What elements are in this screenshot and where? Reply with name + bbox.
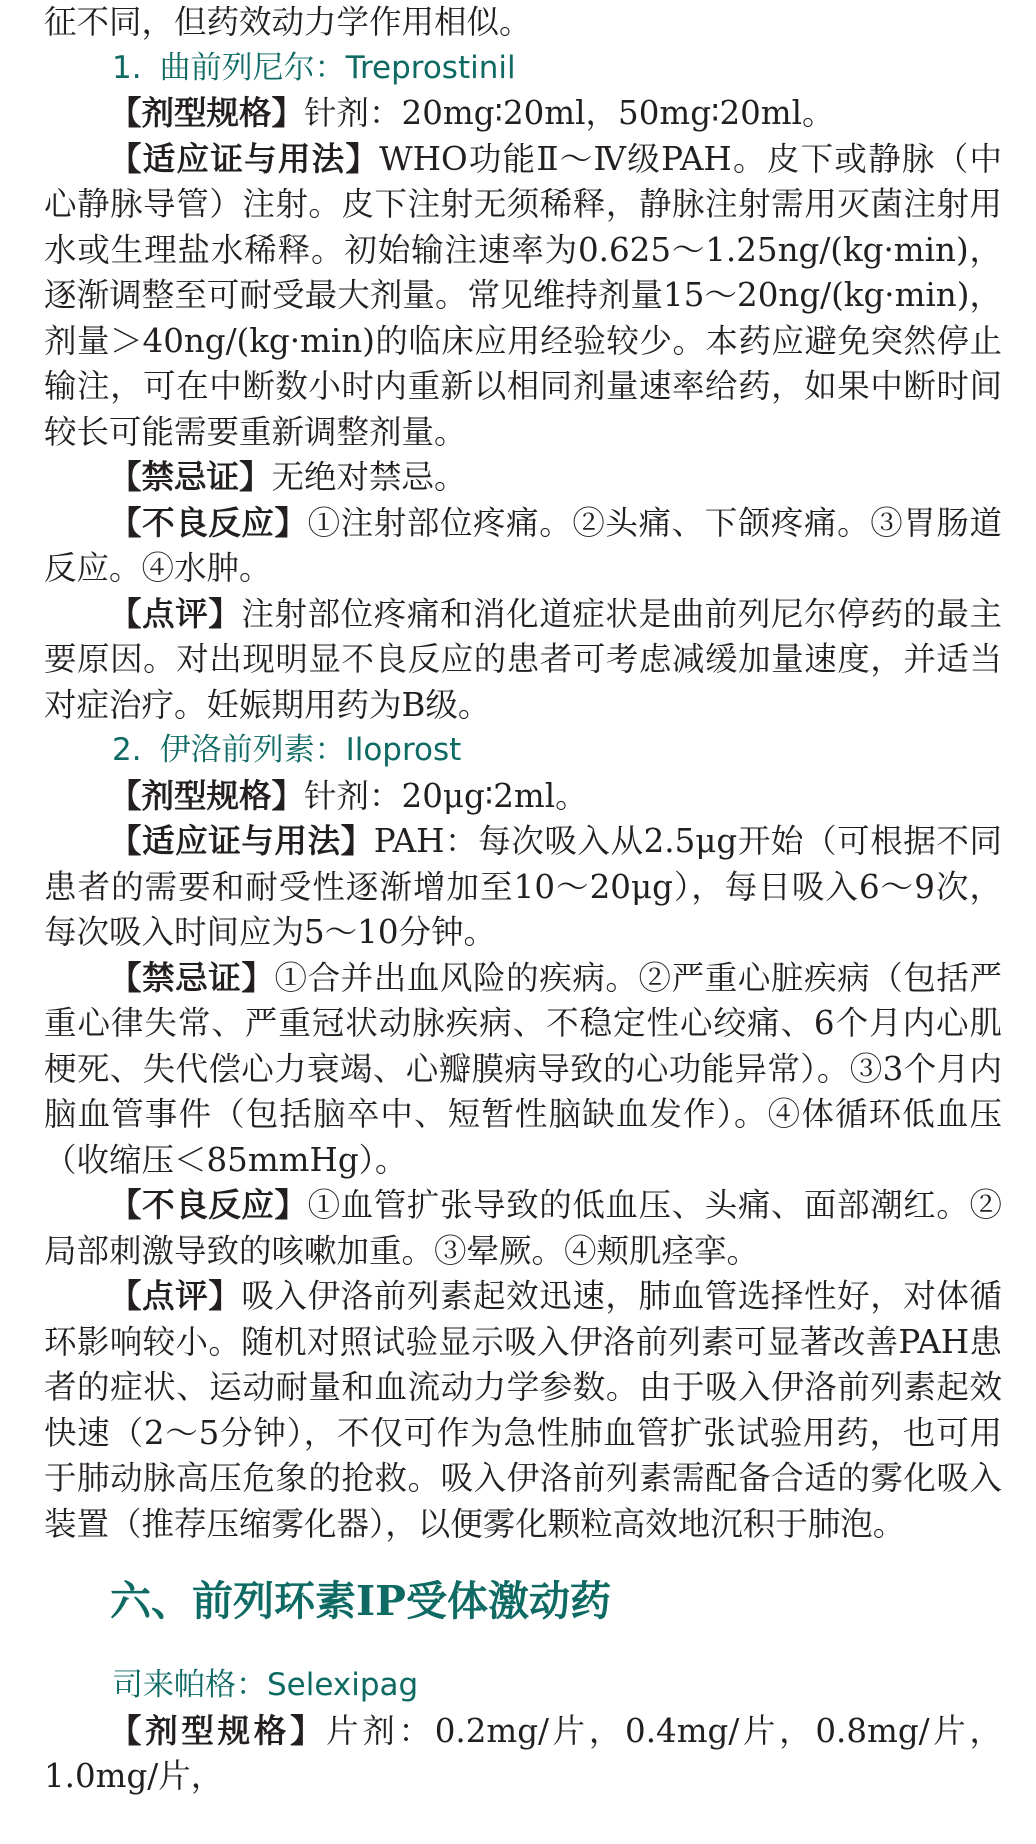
adverse-reactions-text: ①注射部位疼痛。②头痛、下颌疼痛。③胃肠道反应。④水肿。 bbox=[44, 503, 1002, 587]
comment-label: 【点评】 bbox=[109, 594, 242, 633]
adverse-reactions-paragraph bbox=[44, 501, 1002, 592]
indications-paragraph bbox=[44, 819, 1002, 956]
contraindications-text: ①合并出血风险的疾病。②严重心脏疾病（包括严重心律失常、严重冠状动脉疾病、不稳定性心绞痛、6个月内心肌梗死、失代偿心力衰竭、心瓣膜病导致的心功能异常）。③3个月内脑血管事件（包括脑卒中、短暂性脑缺血发作）。④体循环低血压（收缩压＜85mmHg）。 bbox=[44, 958, 1002, 1179]
comment-text: 吸入伊洛前列素起效迅速，肺血管选择性好，对体循环影响较小。随机对照试验显示吸入伊洛前列素可显著改善PAH患者的症状、运动耐量和血流动力学参数。由于吸入伊洛前列素起效快速（2～5分钟），不仅可作为急性肺血管扩张试验用药，也可用于肺动脉高压危象的抢救。吸入伊洛前列素需配备合适的雾化吸入装置（推荐压缩雾化器），以便雾化颗粒高效地沉积于肺泡。 bbox=[44, 1277, 1002, 1543]
drug-name: 伊洛前列素：Iloprost bbox=[159, 732, 462, 768]
page-content bbox=[44, 0, 1002, 1800]
adverse-reactions-paragraph bbox=[44, 1183, 1002, 1274]
drug-name: 曲前列尼尔：Treprostinil bbox=[159, 49, 516, 86]
formulation-label: 【剂型规格】 bbox=[109, 94, 305, 132]
formulation-text: 针剂：20mg∶20ml，50mg∶20ml。 bbox=[304, 94, 835, 132]
drug-name: 司来帕格：Selexipag bbox=[112, 1667, 419, 1703]
formulation-paragraph bbox=[44, 1709, 1002, 1800]
formulation-label: 【剂型规格】 bbox=[109, 1711, 327, 1750]
drug-heading-treprostinil bbox=[44, 46, 1002, 92]
comment-label: 【点评】 bbox=[109, 1277, 242, 1315]
indications-text: PAH：每次吸入从2.5μg开始（可根据不同患者的需要和耐受性逐渐增加至10～20μg），每日吸入6～9次，每次吸入时间应为5～10分钟。 bbox=[44, 822, 1002, 951]
indications-label: 【适应证与用法】 bbox=[109, 822, 374, 860]
comment-text: 注射部位疼痛和消化道症状是曲前列尼尔停药的最主要原因。对出现明显不良反应的患者可考虑减缓加量速度，并适当对症治疗。妊娠期用药为B级。 bbox=[44, 594, 1002, 724]
contraindications-paragraph bbox=[44, 455, 1002, 501]
adverse-reactions-label: 【不良反应】 bbox=[109, 503, 308, 542]
drug-heading-selexipag bbox=[44, 1663, 1002, 1709]
contraindications-label: 【禁忌证】 bbox=[109, 458, 272, 496]
indications-text: WHO功能Ⅱ～Ⅳ级PAH。皮下或静脉（中心静脉导管）注射。皮下注射无须稀释，静脉注射需用灭菌注射用水或生理盐水稀释。初始输注速率为0.625～1.25ng/(kg·min)，逐渐调整至可耐受最大剂量。常见维持剂量15～20ng/(kg·min)，剂量＞40ng/(kg·min)的临床应用经验较少。本药应避免突然停止输注，可在中断数小时内重新以相同剂量速率给药，如果中断时间较长可能需要重新调整剂量。 bbox=[44, 139, 1002, 451]
contraindications-label: 【禁忌证】 bbox=[109, 958, 275, 997]
formulation-text: 片剂：0.2mg/片，0.4mg/片，0.8mg/片，1.0mg/片， bbox=[44, 1711, 1002, 1795]
section-title: 六、前列环素IP受体激动药 bbox=[110, 1577, 612, 1625]
formulation-text: 针剂：20μg∶2ml。 bbox=[304, 776, 588, 815]
contraindications-paragraph bbox=[44, 956, 1002, 1184]
indications-paragraph bbox=[44, 137, 1002, 456]
adverse-reactions-text: ①血管扩张导致的低血压、头痛、面部潮红。②局部刺激导致的咳嗽加重。③晕厥。④颊肌痉挛。 bbox=[44, 1186, 1002, 1270]
drug-number: 2. bbox=[112, 732, 142, 768]
intro-continuation: 征不同，但药效动力学作用相似。 bbox=[44, 3, 532, 41]
indications-label: 【适应证与用法】 bbox=[109, 139, 380, 178]
comment-paragraph bbox=[44, 1274, 1002, 1547]
drug-heading-iloprost bbox=[44, 728, 1002, 774]
formulation-label: 【剂型规格】 bbox=[109, 776, 305, 815]
contraindications-text: 无绝对禁忌。 bbox=[271, 458, 467, 496]
formulation-paragraph bbox=[44, 91, 1002, 137]
formulation-paragraph bbox=[44, 774, 1002, 820]
adverse-reactions-label: 【不良反应】 bbox=[109, 1186, 308, 1224]
comment-paragraph bbox=[44, 592, 1002, 729]
drug-number: 1. bbox=[112, 49, 142, 86]
